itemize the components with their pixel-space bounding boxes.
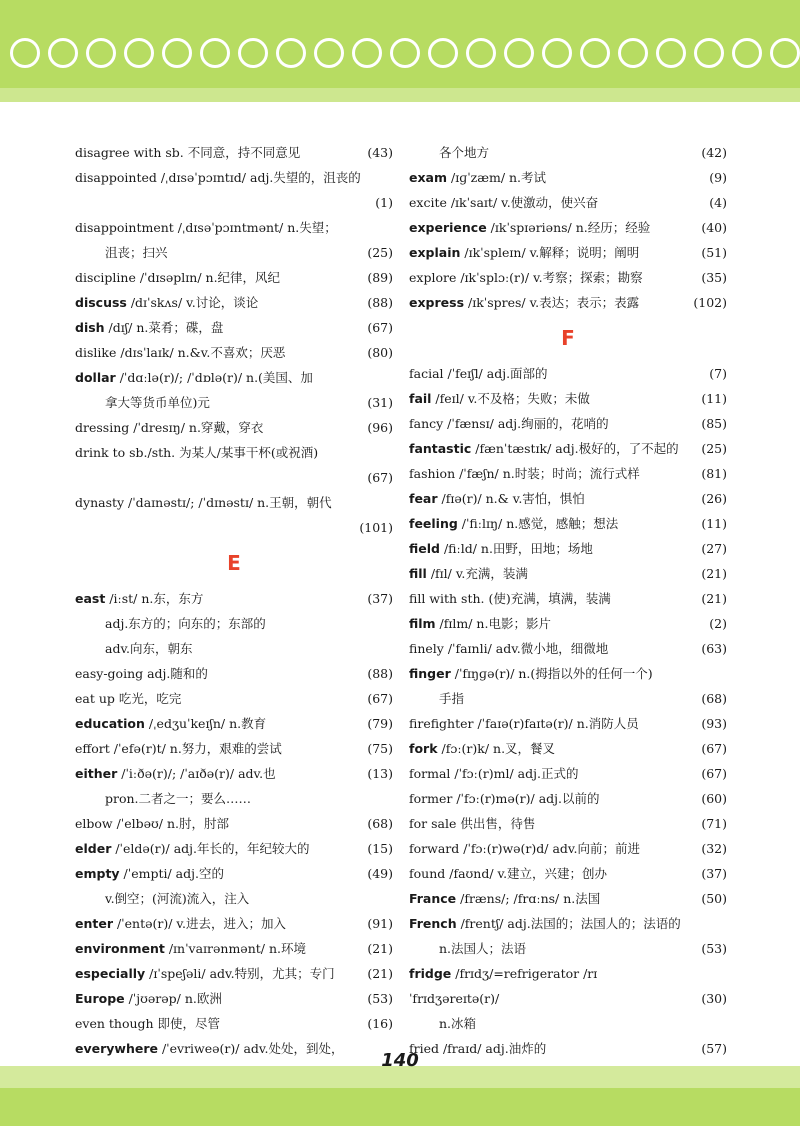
- ring-ornament: [504, 38, 534, 68]
- entry-page-ref: (67): [367, 320, 393, 335]
- glossary-entry: [409, 190, 727, 215]
- entry-headword: dish: [75, 320, 105, 335]
- entry-page-ref: (21): [701, 591, 727, 606]
- entry-page-ref: (89): [367, 270, 393, 285]
- entry-page-ref: (53): [367, 991, 393, 1006]
- ring-ornament: [732, 38, 762, 68]
- glossary-entry: [75, 365, 393, 415]
- entry-definition: /ɪkˈspleɪn/ v.解释；说明；阐明: [460, 245, 640, 260]
- entry-headword: east: [75, 591, 106, 606]
- entry-line: [75, 370, 313, 385]
- entry-page-ref: (81): [701, 466, 727, 481]
- entry-definition: excite /ɪkˈsaɪt/ v.使激动，使兴奋: [409, 195, 599, 210]
- entry-headword: elder: [75, 841, 112, 856]
- glossary-entry: [409, 636, 727, 661]
- glossary-entry: [409, 711, 727, 736]
- entry-headword: France: [409, 891, 457, 906]
- glossary-entry: [409, 761, 727, 786]
- glossary-entry: [75, 215, 393, 265]
- entry-line: [409, 416, 609, 431]
- entry-headword: fill: [409, 566, 427, 581]
- entry-line: [409, 466, 640, 481]
- entry-definition: disagree with sb. 不同意，持不同意见: [75, 145, 301, 160]
- entry-continuation: n.法国人；法语: [439, 941, 527, 956]
- glossary-entry: [409, 290, 727, 315]
- entry-definition: explore /ɪkˈsplɔː(r)/ v.考察；探索；勘察: [409, 270, 643, 285]
- entry-page-ref: (11): [701, 391, 727, 406]
- ring-ornament: [200, 38, 230, 68]
- entry-definition: /ˈempti/ adj.空的: [119, 866, 224, 881]
- entry-page-ref: (91): [367, 916, 393, 931]
- entry-definition: /fiːld/ n.田野，田地；场地: [439, 541, 593, 556]
- entry-page-ref: (102): [693, 295, 727, 310]
- footer-band: [0, 1088, 800, 1126]
- entry-definition: dressing /ˈdresɪŋ/ n.穿戴，穿衣: [75, 420, 264, 435]
- ring-ornament: [618, 38, 648, 68]
- entry-headword: express: [409, 295, 465, 310]
- entry-headword: feeling: [409, 516, 458, 531]
- glossary-entry: [75, 315, 393, 340]
- entry-page-ref: (25): [367, 245, 393, 260]
- entry-page-ref: (68): [701, 691, 727, 706]
- entry-definition: easy-going adj.随和的: [75, 666, 208, 681]
- entry-page-ref: (67): [367, 470, 393, 485]
- entry-headword: experience: [409, 220, 487, 235]
- entry-line: [409, 295, 639, 310]
- entry-page-ref: (93): [701, 716, 727, 731]
- entry-line: [75, 270, 280, 285]
- entry-definition: /ɪɡˈzæm/ n.考试: [447, 170, 547, 185]
- entry-line: [409, 441, 679, 456]
- entry-headword: everywhere: [75, 1041, 158, 1056]
- entry-headword: film: [409, 616, 436, 631]
- ring-ornament: [124, 38, 154, 68]
- glossary-entry: [75, 1011, 393, 1036]
- entry-line: [409, 270, 643, 285]
- entry-definition: dislike /dɪsˈlaɪk/ n.&v.不喜欢；厌恶: [75, 345, 286, 360]
- entry-definition: /ɪˈspeʃəli/ adv.特别，尤其；专门: [145, 966, 335, 981]
- entry-line: [409, 616, 551, 631]
- glossary-entry: [409, 911, 727, 961]
- ring-ornament: [580, 38, 610, 68]
- entry-definition: former /ˈfɔː(r)mə(r)/ adj.以前的: [409, 791, 600, 806]
- entry-definition: finely /ˈfaɪnli/ adv.微小地，细微地: [409, 641, 609, 656]
- glossary-entry: [75, 290, 393, 315]
- entry-definition: /ˈfiːlɪŋ/ n.感觉，感触；想法: [457, 516, 619, 531]
- glossary-entry: [75, 936, 393, 961]
- glossary-entry: [409, 486, 727, 511]
- glossary-entry: [75, 340, 393, 365]
- entry-headword: fear: [409, 491, 438, 506]
- glossary-entry: [75, 661, 393, 686]
- entry-line: [409, 666, 653, 681]
- entry-page-ref: (80): [367, 345, 393, 360]
- entry-definition: eat up 吃光，吃完: [75, 691, 182, 706]
- glossary-entry: [409, 361, 727, 386]
- entry-definition: effort /ˈefə(r)t/ n.努力，艰难的尝试: [75, 741, 282, 756]
- entry-line: [75, 816, 229, 831]
- ring-ornament: [770, 38, 800, 68]
- entry-definition: /fɪlm/ n.电影；影片: [435, 616, 551, 631]
- entry-line: [409, 516, 618, 531]
- entry-page-ref: (88): [367, 295, 393, 310]
- entry-line: [75, 145, 300, 160]
- glossary-entry: [409, 861, 727, 886]
- entry-definition: /fɪə(r)/ n.& v.害怕，惧怕: [437, 491, 585, 506]
- entry-line: [409, 816, 535, 831]
- entry-page-ref: (21): [701, 566, 727, 581]
- entry-definition: /fɔː(r)k/ n.叉，餐叉: [437, 741, 556, 756]
- glossary-entry: [409, 661, 727, 711]
- entry-definition: fill with sth. (使)充满，填满，装满: [409, 591, 611, 606]
- entry-definition: /feɪl/ v.不及格；失败；未做: [431, 391, 590, 406]
- entry-line: [409, 841, 640, 856]
- entry-page-ref: (75): [367, 741, 393, 756]
- entry-definition: /ɪkˈspres/ v.表达；表示；表露: [464, 295, 640, 310]
- entry-definition: /ˈentə(r)/ v.进去，进入；加入: [113, 916, 286, 931]
- right-column: [409, 140, 727, 1061]
- entry-definition: /fænˈtæstɪk/ adj.极好的，了不起的: [471, 441, 679, 456]
- entry-definition: /ˈevriweə(r)/ adv.处处，到处，: [157, 1041, 344, 1056]
- entry-headword: fantastic: [409, 441, 472, 456]
- entry-line: [409, 716, 639, 731]
- entry-page-ref: (9): [709, 170, 727, 185]
- glossary-entry: [409, 786, 727, 811]
- entry-continuation: 各个地方: [439, 145, 490, 160]
- entry-line: [75, 1016, 220, 1031]
- ring-ornament: [466, 38, 496, 68]
- entry-definition: /fræns/; /frɑːns/ n.法国: [456, 891, 601, 906]
- entry-definition: fancy /ˈfænsɪ/ adj.绚丽的，花哨的: [409, 416, 609, 431]
- glossary-entry: [75, 636, 393, 661]
- glossary-entry: [409, 140, 727, 165]
- entry-definition: found /faʊnd/ v.建立，兴建；创办: [409, 866, 608, 881]
- entry-page-ref: (49): [367, 866, 393, 881]
- entry-definition: /ɪnˈvaɪrənmənt/ n.环境: [164, 941, 306, 956]
- glossary-entry: [409, 961, 727, 1036]
- ring-ornament: [10, 38, 40, 68]
- entry-continuation: v.倒空；(河流)流入，注入: [105, 891, 250, 906]
- entry-headword: dollar: [75, 370, 116, 385]
- left-column: [75, 140, 393, 1061]
- glossary-entry: [75, 1036, 393, 1061]
- entry-headword: discuss: [75, 295, 127, 310]
- entry-line: [75, 591, 203, 606]
- entry-line: [409, 641, 608, 656]
- ring-ornament: [276, 38, 306, 68]
- entry-definition: formal /ˈfɔː(r)ml/ adj.正式的: [409, 766, 579, 781]
- glossary-entry: [75, 586, 393, 611]
- entry-page-ref: (51): [701, 245, 727, 260]
- glossary-entry: [75, 761, 393, 786]
- glossary-entry: [75, 165, 393, 215]
- entry-headword: fridge: [409, 966, 452, 981]
- entry-line: [409, 591, 611, 606]
- entry-page-ref: (37): [367, 591, 393, 606]
- glossary-entry: [75, 811, 393, 836]
- entry-line: [409, 566, 528, 581]
- entry-definition: /ˈjʊərəp/ n.欧洲: [124, 991, 222, 1006]
- section-letter: E: [227, 551, 241, 575]
- entry-headword: enter: [75, 916, 113, 931]
- entry-continuation: 拿大等货币单位)元: [105, 395, 210, 410]
- entry-definition: /ˈdɑːlə(r)/; /ˈdɒlə(r)/ n.(美国、加: [115, 370, 313, 385]
- entry-line: [409, 195, 598, 210]
- entry-line: [75, 766, 276, 781]
- entry-page-ref: (7): [709, 366, 727, 381]
- entry-page-ref: (21): [367, 941, 393, 956]
- entry-line: [75, 966, 335, 981]
- entry-definition: disappointed /ˌdɪsəˈpɔɪntɪd/ adj.失望的，沮丧的: [75, 170, 361, 185]
- entry-definition: /ˌedʒuˈkeɪʃn/ n.教育: [144, 716, 267, 731]
- entry-page-ref: (42): [701, 145, 727, 160]
- entry-definition: forward /ˈfɔː(r)wə(r)d/ adv.向前；前进: [409, 841, 640, 856]
- ring-ornament: [656, 38, 686, 68]
- glossary-entry: [75, 490, 393, 540]
- entry-page-ref: (57): [701, 1041, 727, 1056]
- entry-line: [75, 866, 224, 881]
- glossary-entry: [409, 386, 727, 411]
- entry-page-ref: (4): [709, 195, 727, 210]
- entry-headword: explain: [409, 245, 461, 260]
- entry-definition: /frentʃ/ adj.法国的；法国人的；法语的: [456, 916, 681, 931]
- glossary-entry: [75, 786, 393, 811]
- entry-headword: fork: [409, 741, 438, 756]
- entry-line: [409, 491, 585, 506]
- entry-definition: facial /ˈfeɪʃl/ adj.面部的: [409, 366, 548, 381]
- entry-page-ref: (71): [701, 816, 727, 831]
- entry-page-ref: (1): [375, 195, 393, 210]
- ring-ornament: [542, 38, 572, 68]
- glossary-entry: [409, 511, 727, 536]
- glossary-entry: [409, 736, 727, 761]
- entry-page-ref: (16): [367, 1016, 393, 1031]
- entry-page-ref: (37): [701, 866, 727, 881]
- glossary-entry: [409, 1036, 727, 1061]
- entry-definition: /iːst/ n.东，东方: [105, 591, 204, 606]
- entry-page-ref: (67): [367, 691, 393, 706]
- entry-line: [75, 295, 258, 310]
- entry-line: [409, 966, 597, 1006]
- entry-definition: even though 即使，尽管: [75, 1016, 221, 1031]
- entry-page-ref: (30): [701, 991, 727, 1006]
- entry-definition: /frɪdʒ/=refrigerator /rɪˈfrɪdʒəreɪtə(r)/: [409, 966, 598, 1006]
- entry-line: [409, 741, 555, 756]
- entry-page-ref: (79): [367, 716, 393, 731]
- ring-ornament: [86, 38, 116, 68]
- entry-page-ref: (101): [359, 520, 393, 535]
- entry-continuation: 手指: [439, 691, 465, 706]
- entry-headword: especially: [75, 966, 146, 981]
- entry-definition: fashion /ˈfæʃn/ n.时装；时尚；流行式样: [409, 466, 640, 481]
- entry-continuation: adj.东方的；向东的；东部的: [105, 616, 266, 631]
- glossary-entry: [75, 440, 393, 490]
- entry-definition: dynasty /ˈdaɪnəstɪ/; /ˈdɪnəstɪ/ n.王朝，朝代: [75, 495, 332, 510]
- entry-line: [75, 841, 310, 856]
- glossary-entry: [409, 536, 727, 561]
- glossary-entry: [75, 836, 393, 861]
- glossary-entry: [75, 686, 393, 711]
- glossary-entry: [409, 836, 727, 861]
- entry-headword: finger: [409, 666, 451, 681]
- glossary-entry: [75, 886, 393, 911]
- ring-ornament: [238, 38, 268, 68]
- entry-page-ref: (13): [367, 766, 393, 781]
- entry-line: [75, 741, 282, 756]
- glossary-entry: [409, 611, 727, 636]
- ring-ornament: [694, 38, 724, 68]
- entry-line: [409, 391, 590, 406]
- entry-line: [75, 320, 223, 335]
- entry-line: [75, 666, 208, 681]
- entry-page-ref: (2): [709, 616, 727, 631]
- entry-headword: environment: [75, 941, 165, 956]
- ring-ornament: [162, 38, 192, 68]
- glossary-entry: [75, 911, 393, 936]
- entry-line: [75, 916, 286, 931]
- entry-headword: exam: [409, 170, 448, 185]
- entry-page-ref: (35): [701, 270, 727, 285]
- entry-line: [75, 941, 306, 956]
- entry-line: [75, 445, 318, 460]
- entry-page-ref: (21): [367, 966, 393, 981]
- entry-page-ref: (96): [367, 420, 393, 435]
- entry-line: [409, 170, 546, 185]
- ring-ornament: [352, 38, 382, 68]
- entry-definition: fried /fraɪd/ adj.油炸的: [409, 1041, 547, 1056]
- entry-definition: drink to sb./sth. 为某人/某事干杯(或祝酒): [75, 445, 319, 460]
- glossary-entry: [409, 265, 727, 290]
- entry-line: [75, 170, 361, 185]
- entry-page-ref: (15): [367, 841, 393, 856]
- glossary-entry: [409, 240, 727, 265]
- entry-line: [409, 916, 681, 931]
- header-band-edge: [0, 88, 800, 102]
- entry-page-ref: (50): [701, 891, 727, 906]
- entry-line: [409, 541, 593, 556]
- entry-definition: /ˈeldə(r)/ adj.年长的，年纪较大的: [111, 841, 310, 856]
- glossary-entry: [75, 986, 393, 1011]
- entry-line: [75, 691, 181, 706]
- entry-page-ref: (67): [701, 766, 727, 781]
- entry-line: [75, 345, 285, 360]
- entry-definition: firefighter /ˈfaɪə(r)faɪtə(r)/ n.消防人员: [409, 716, 639, 731]
- entry-definition: disappointment /ˌdɪsəˈpɔɪntmənt/ n.失望；: [75, 220, 337, 235]
- entry-headword: Europe: [75, 991, 125, 1006]
- entry-line: [75, 716, 266, 731]
- entry-definition: /ˈfɪŋɡə(r)/ n.(拇指以外的任何一个): [450, 666, 653, 681]
- entry-line: [75, 220, 337, 235]
- entry-definition: /dɪˈskʌs/ v.讨论，谈论: [126, 295, 259, 310]
- entry-page-ref: (11): [701, 516, 727, 531]
- entry-page-ref: (68): [367, 816, 393, 831]
- entry-definition: /ɪkˈspɪəriəns/ n.经历；经验: [486, 220, 651, 235]
- glossary-entry: [75, 611, 393, 636]
- entry-headword: either: [75, 766, 118, 781]
- glossary-entry: [409, 586, 727, 611]
- glossary-entry: [409, 411, 727, 436]
- entry-page-ref: (43): [367, 145, 393, 160]
- entry-page-ref: (32): [701, 841, 727, 856]
- entry-continuation: pron.二者之一；要么……: [105, 791, 252, 806]
- entry-definition: elbow /ˈelbəʊ/ n.肘，肘部: [75, 816, 229, 831]
- entry-page-ref: (31): [367, 395, 393, 410]
- entry-page-ref: (67): [701, 741, 727, 756]
- entry-definition: discipline /ˈdɪsəplɪn/ n.纪律，风纪: [75, 270, 281, 285]
- entry-headword: education: [75, 716, 145, 731]
- ring-ornament: [48, 38, 78, 68]
- entry-definition: /fɪl/ v.充满，装满: [426, 566, 528, 581]
- page-number: 140: [381, 1050, 419, 1071]
- entry-line: [409, 766, 578, 781]
- ring-ornament: [428, 38, 458, 68]
- entry-continuation: n.冰箱: [439, 1016, 477, 1031]
- glossary-entry: [75, 265, 393, 290]
- entry-line: [75, 495, 332, 510]
- glossary-entry: [75, 415, 393, 440]
- entry-page-ref: (40): [701, 220, 727, 235]
- entry-continuation: adv.向东，朝东: [105, 641, 193, 656]
- entry-line: [409, 791, 600, 806]
- entry-page-ref: (63): [701, 641, 727, 656]
- entry-headword: fail: [409, 391, 432, 406]
- glossary-entry: [75, 711, 393, 736]
- glossary-entry: [75, 961, 393, 986]
- glossary-entry: [409, 461, 727, 486]
- entry-line: [75, 991, 222, 1006]
- entry-page-ref: (27): [701, 541, 727, 556]
- entry-page-ref: (85): [701, 416, 727, 431]
- entry-headword: field: [409, 541, 440, 556]
- ring-ornament: [314, 38, 344, 68]
- entry-headword: French: [409, 916, 457, 931]
- header-rings: [10, 38, 800, 78]
- entry-line: [409, 366, 548, 381]
- entry-headword: empty: [75, 866, 120, 881]
- entry-page-ref: (25): [701, 441, 727, 456]
- entry-page-ref: (60): [701, 791, 727, 806]
- glossary-entry: [409, 561, 727, 586]
- entry-page-ref: (88): [367, 666, 393, 681]
- glossary-entry: [409, 436, 727, 461]
- entry-definition: for sale 供出售，待售: [409, 816, 536, 831]
- section-letter: F: [561, 326, 575, 350]
- entry-page-ref: (53): [701, 941, 727, 956]
- entry-continuation: 沮丧；扫兴: [105, 245, 168, 260]
- entry-line: [409, 245, 639, 260]
- entry-line: [75, 420, 263, 435]
- entry-line: [409, 866, 607, 881]
- entry-line: [409, 891, 600, 906]
- glossary-entry: [409, 165, 727, 190]
- entry-page-ref: (26): [701, 491, 727, 506]
- ring-ornament: [390, 38, 420, 68]
- glossary-entry: [75, 736, 393, 761]
- glossary-entry: [75, 140, 393, 165]
- entry-line: [409, 220, 650, 235]
- glossary-entry: [75, 861, 393, 886]
- glossary-entry: [409, 215, 727, 240]
- glossary-entry: [409, 886, 727, 911]
- entry-definition: /ˈiːðə(r)/; /ˈaɪðə(r)/ adv.也: [117, 766, 276, 781]
- glossary-entry: [409, 811, 727, 836]
- entry-line: [75, 1041, 343, 1056]
- entry-definition: /dɪʃ/ n.菜肴；碟，盘: [104, 320, 224, 335]
